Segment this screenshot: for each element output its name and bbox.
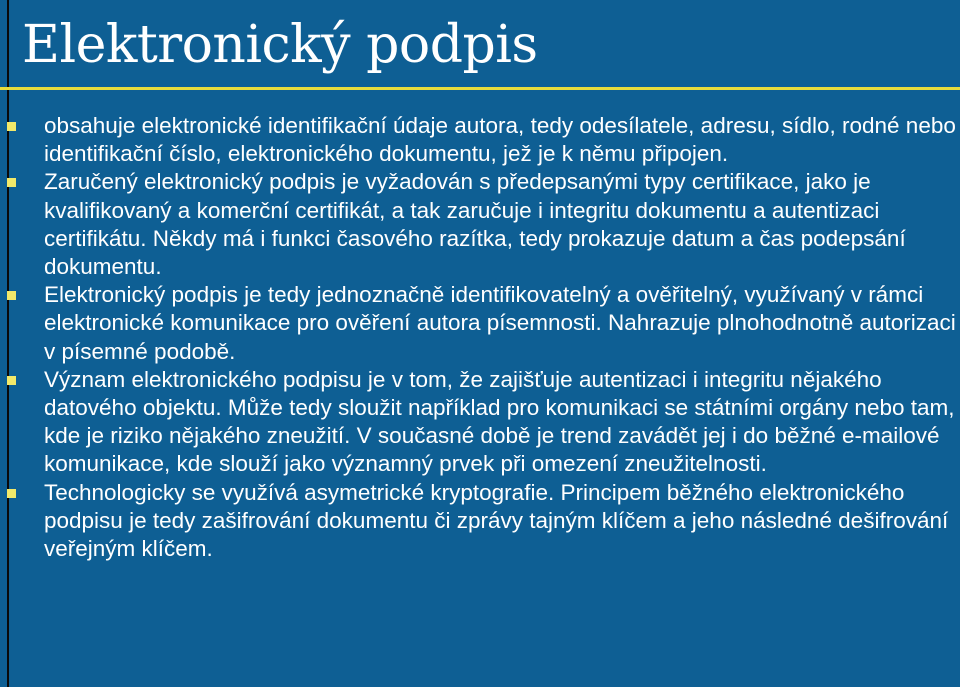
bullet-text: Význam elektronického podpisu je v tom, že zajišťuje autentizaci i integritu nějakého datového objektu. Může tedy sloužit například pro komunikaci se státními orgány nebo tam, kde je riziko nějakého zneužití. V současné době je trend zavádět jej i do běžné e-mailové komunikace, kde slouží jako významný prvek při omezení zneužitelnosti. — [44, 366, 955, 477]
square-bullet-icon — [7, 178, 16, 187]
bullet-item — [0, 281, 960, 366]
bullet-text: Zaručený elektronický podpis je vyžadován s předepsanými typy certifikace, jako je kvalifikovaný a komerční certifikát, a tak zaručuje i integritu dokumentu a autentizaci certifikátu. Někdy má i funkci časového razítka, tedy prokazuje datum a čas podepsání dokumentu. — [44, 169, 906, 280]
bullet-text: Elektronický podpis je tedy jednoznačně identifikovatelný a ověřitelný, využívaný v rámci elektronické komunikace pro ověření autora písemnosti. Nahrazuje plnohodnotně autorizaci v písemné podobě. — [44, 282, 956, 364]
bullet-text: Technologicky se využívá asymetrické kryptografie. Principem běžného elektronického podpisu je tedy zašifrování dokumentu či zprávy tajným klíčem a jeho následné dešifrování veřejným klíčem. — [44, 479, 949, 562]
square-bullet-icon — [7, 376, 16, 385]
bullet-list — [0, 112, 960, 563]
square-bullet-icon — [7, 291, 16, 300]
bullet-text: obsahuje elektronické identifikační údaje autora, tedy odesílatele, adresu, sídlo, rodné nebo identifikační číslo, elektronického dokumentu, jež je k němu připojen. — [44, 113, 956, 167]
bullet-item — [0, 112, 960, 168]
bullet-item — [0, 366, 960, 479]
bullet-item — [0, 168, 960, 281]
slide-title: Elektronický podpis — [22, 15, 538, 75]
title-underline — [0, 87, 960, 90]
bullet-item — [0, 479, 960, 564]
square-bullet-icon — [7, 489, 16, 498]
square-bullet-icon — [7, 122, 16, 131]
